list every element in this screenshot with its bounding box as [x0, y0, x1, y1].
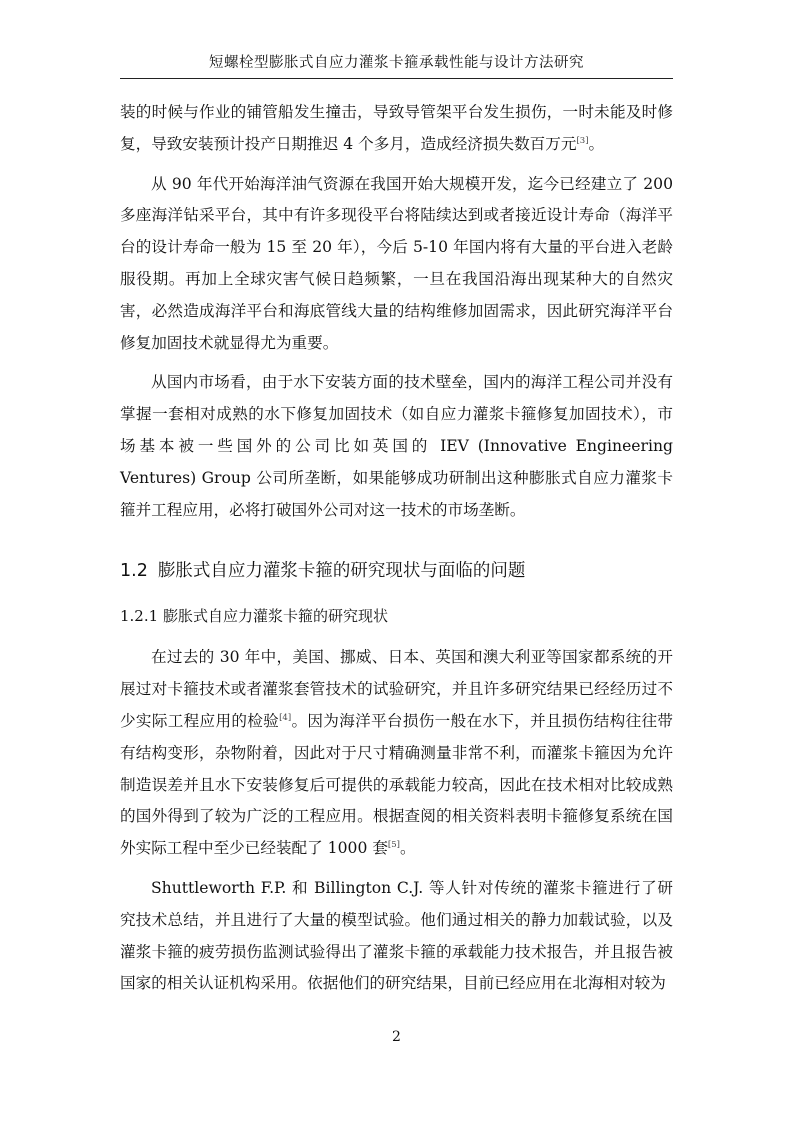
header-rule: [120, 78, 673, 79]
citation-ref[interactable]: [4]: [279, 712, 292, 723]
paragraph-text: 装的时候与作业的铺管船发生撞击，导致导管架平台发生损伤，一时未能及时修复，导致安装预计投产日期推迟 4 个多月，造成经济损失数百万元: [120, 103, 673, 153]
paragraph-offshore-development: 从 90 年代开始海洋油气资源在我国开始大规模开发，迄今已经建立了 200 多座海洋钻采平台，其中有许多现役平台将陆续达到或者接近设计寿命（海洋平台的设计寿命一般为 15 至 20 年），今后 5-10 年国内将有大量的平台进入老龄服役期。再加上全球灾害气候日趋频繁，一旦在我国沿海出现某种大的自然灾害，必然造成海洋平台和海底管线大量的结构维修加固需求，因此研究海洋平台修复加固技术就显得尤为重要。: [120, 174, 673, 352]
paragraph-shuttleworth: Shuttleworth F.P. 和 Billington C.J. 等人针对传统的灌浆卡箍进行了研究技术总结，并且进行了大量的模型试验。他们通过相关的静力加载试验，以及灌浆卡箍的疲劳损伤监测试验得出了灌浆卡箍的承载能力技术报告，并且报告被国家的相关认证机构采用。依据他们的研究结果，目前已经应用在北海相对较为: [120, 878, 673, 993]
paragraph-text: 。因为海洋平台损伤一般在水下，并且损伤结构往往带有结构变形，杂物附着，因此对于尺寸精确测量非常不利，而灌浆卡箍因为允许制造误差并且水下安装修复后可提供的承载能力较高，因此在技术相对比较成熟的国外得到了较为广泛的工程应用。根据查阅的相关资料表明卡箍修复系统在国外实际工程中至少已经装配了 1000 套: [120, 711, 673, 858]
citation-ref[interactable]: [3]: [576, 135, 589, 146]
section-heading: [120, 556, 673, 586]
page-number: 2: [392, 1029, 401, 1045]
citation-ref[interactable]: [5]: [387, 840, 400, 851]
running-header: 短螺栓型膨胀式自应力灌浆卡箍承载性能与设计方法研究: [209, 55, 584, 71]
subsection-title: 膨胀式自应力灌浆卡箍的研究现状: [162, 607, 388, 626]
paragraph-tail: 。: [399, 839, 416, 858]
paragraph-domestic-market: 从国内市场看，由于水下安装方面的技术壁垒，国内的海洋工程公司并没有掌握一套相对成熟的水下修复加固技术（如自应力灌浆卡箍修复加固技术），市场基本被一些国外的公司比如英国的 IEV (Innovative Engineering Ventures) Group 公司所垄断，如果能够成功研制出这种膨胀式自应力灌浆卡箍并工程应用，必将打破国外公司对这一技术的市场垄断。: [120, 373, 673, 519]
section-number: 1.2: [120, 561, 148, 582]
paragraph-tail: 。: [588, 134, 605, 153]
subsection-heading: [120, 602, 673, 630]
subsection-number: 1.2.1: [120, 607, 159, 626]
paragraph-research-status: [120, 642, 673, 865]
page-body: [120, 97, 673, 1000]
section-title: 膨胀式自应力灌浆卡箍的研究现状与面临的问题: [157, 561, 526, 582]
paragraph-text: 在过去的 30 年中，美国、挪威、日本、英国和澳大利亚等国家都系统的开展过对卡箍技术或者灌浆套管技术的试验研究，并且许多研究结果已经经历过不少实际工程应用的检验: [120, 648, 673, 730]
paragraph-continued: [120, 97, 673, 161]
